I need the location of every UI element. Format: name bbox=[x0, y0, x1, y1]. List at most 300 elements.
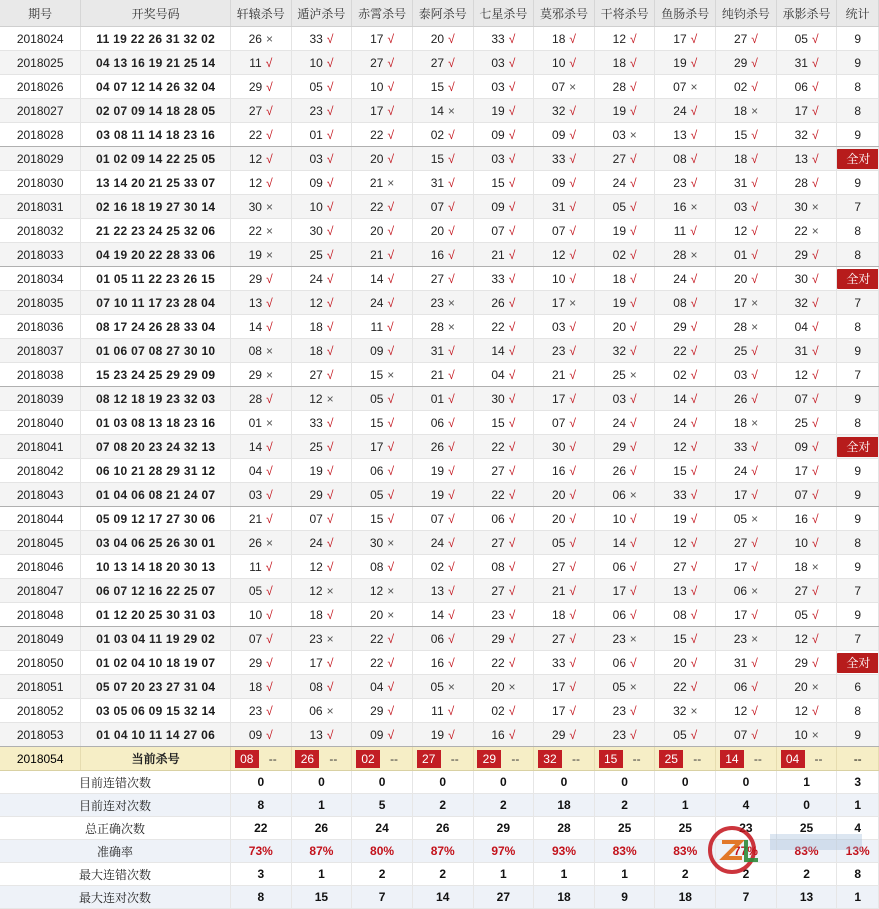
kill-cell bbox=[534, 627, 595, 651]
correct-mark-icon: √ bbox=[508, 511, 516, 526]
kill-cell bbox=[776, 363, 837, 387]
kill-cell bbox=[230, 339, 291, 363]
correct-mark-icon: √ bbox=[811, 655, 819, 670]
kill-number: 17 bbox=[794, 463, 808, 478]
stat-cell: 9 bbox=[837, 507, 879, 531]
blue-ball: 02 bbox=[201, 31, 216, 46]
correct-mark-icon: √ bbox=[387, 463, 395, 478]
summary-value: 23 bbox=[716, 817, 777, 840]
table-row bbox=[0, 339, 879, 363]
kill-cell bbox=[594, 195, 655, 219]
blue-ball: 15 bbox=[201, 271, 216, 286]
table-row bbox=[0, 483, 879, 507]
period-cell: 2018032 bbox=[0, 219, 81, 243]
correct-mark-icon: √ bbox=[448, 247, 455, 262]
correct-mark-icon: √ bbox=[326, 463, 334, 478]
blue-ball: 13 bbox=[201, 559, 216, 574]
kill-cell bbox=[291, 75, 352, 99]
kill-number: 17 bbox=[612, 583, 627, 598]
draw-numbers-cell bbox=[81, 411, 231, 435]
correct-mark-icon: √ bbox=[387, 295, 395, 310]
kill-number: 29 bbox=[552, 727, 566, 742]
kill-number: 29 bbox=[491, 631, 505, 646]
correct-mark-icon: √ bbox=[326, 367, 334, 382]
period-cell: 2018047 bbox=[0, 579, 81, 603]
kill-number: 02 bbox=[612, 247, 627, 262]
kill-number: 05 bbox=[430, 679, 444, 694]
wrong-mark-icon: × bbox=[265, 31, 273, 46]
correct-mark-icon: √ bbox=[387, 247, 395, 262]
wrong-mark-icon: × bbox=[751, 295, 759, 310]
kill-number: 07 bbox=[430, 199, 445, 214]
stat-cell: 9 bbox=[837, 387, 879, 411]
kill-cell bbox=[352, 723, 413, 747]
kill-cell bbox=[655, 243, 716, 267]
kill-number: 06 bbox=[430, 631, 445, 646]
correct-mark-icon: √ bbox=[448, 439, 455, 454]
kill-cell bbox=[291, 363, 352, 387]
kill-number: 14 bbox=[430, 103, 444, 118]
kill-number: 12 bbox=[309, 391, 323, 406]
correct-mark-icon: √ bbox=[569, 55, 576, 70]
kill-cell bbox=[776, 579, 837, 603]
correct-mark-icon: √ bbox=[266, 127, 273, 142]
blue-ball: 06 bbox=[201, 511, 216, 526]
correct-mark-icon: √ bbox=[508, 271, 516, 286]
kill-cell bbox=[230, 699, 291, 723]
kill-cell bbox=[352, 411, 413, 435]
kill-cell bbox=[716, 147, 777, 171]
kill-number: 27 bbox=[733, 31, 748, 46]
kill-number: 03 bbox=[491, 55, 505, 70]
draw-numbers-cell bbox=[81, 195, 231, 219]
kill-cell bbox=[655, 99, 716, 123]
current-kill-cell bbox=[412, 747, 473, 771]
stat-cell bbox=[837, 651, 879, 675]
kill-number: 09 bbox=[370, 343, 384, 358]
kill-cell bbox=[412, 411, 473, 435]
kill-number: 31 bbox=[733, 655, 748, 670]
kill-cell bbox=[776, 699, 837, 723]
kill-number: 16 bbox=[430, 247, 445, 262]
kill-number: 29 bbox=[370, 703, 384, 718]
kill-cell bbox=[291, 27, 352, 51]
kill-cell bbox=[352, 651, 413, 675]
correct-mark-icon: √ bbox=[326, 559, 334, 574]
correct-mark-icon: √ bbox=[690, 463, 698, 478]
kill-number: 03 bbox=[733, 367, 748, 382]
kill-number: 18 bbox=[612, 55, 627, 70]
draw-numbers-cell bbox=[81, 291, 231, 315]
kill-cell bbox=[230, 651, 291, 675]
draw-numbers-cell bbox=[81, 531, 231, 555]
kill-cell bbox=[655, 219, 716, 243]
kill-number: 27 bbox=[552, 559, 566, 574]
kill-cell bbox=[352, 459, 413, 483]
blue-ball: 04 bbox=[201, 295, 216, 310]
kill-cell bbox=[352, 219, 413, 243]
summary-value: 87% bbox=[291, 840, 352, 863]
summary-row bbox=[0, 840, 879, 863]
kill-number: 06 bbox=[309, 703, 323, 718]
draw-numbers-cell bbox=[81, 387, 231, 411]
kill-number: 33 bbox=[733, 439, 748, 454]
correct-mark-icon: √ bbox=[690, 559, 698, 574]
summary-value: 26 bbox=[291, 817, 352, 840]
kill-number: 02 bbox=[733, 79, 748, 94]
column-header: 统计 bbox=[837, 0, 879, 27]
kill-cell bbox=[230, 363, 291, 387]
correct-mark-icon: √ bbox=[326, 511, 334, 526]
correct-mark-icon: √ bbox=[387, 79, 395, 94]
correct-mark-icon: √ bbox=[569, 31, 576, 46]
kill-number: 14 bbox=[248, 439, 263, 454]
kill-number: 09 bbox=[309, 175, 323, 190]
correct-mark-icon: √ bbox=[326, 343, 334, 358]
kill-number: 23 bbox=[309, 631, 323, 646]
kill-cell bbox=[776, 27, 837, 51]
correct-mark-icon: √ bbox=[690, 655, 698, 670]
kill-number: 19 bbox=[673, 55, 687, 70]
correct-mark-icon: √ bbox=[448, 367, 455, 382]
kill-number: 29 bbox=[794, 655, 808, 670]
kill-cell bbox=[594, 75, 655, 99]
kill-number: 22 bbox=[491, 439, 505, 454]
kill-number: 04 bbox=[370, 679, 384, 694]
correct-mark-icon: √ bbox=[387, 103, 395, 118]
kill-cell bbox=[534, 579, 595, 603]
kill-cell bbox=[412, 699, 473, 723]
kill-cell bbox=[776, 315, 837, 339]
correct-mark-icon: √ bbox=[630, 319, 637, 334]
blue-ball: 07 bbox=[201, 175, 216, 190]
kill-cell bbox=[230, 75, 291, 99]
red-balls: 01 04 10 11 14 27 bbox=[96, 727, 198, 742]
kill-cell bbox=[776, 435, 837, 459]
kill-cell bbox=[655, 411, 716, 435]
kill-number: 08 bbox=[370, 559, 384, 574]
kill-cell bbox=[291, 627, 352, 651]
correct-mark-icon: √ bbox=[508, 175, 516, 190]
kill-number: 17 bbox=[673, 31, 687, 46]
stat-cell bbox=[837, 435, 879, 459]
correct-mark-icon: √ bbox=[811, 295, 819, 310]
kill-cell bbox=[776, 123, 837, 147]
summary-value: 93% bbox=[534, 840, 595, 863]
table-row bbox=[0, 651, 879, 675]
draw-numbers-cell bbox=[81, 75, 231, 99]
kill-number: 07 bbox=[552, 415, 566, 430]
kill-cell bbox=[473, 387, 534, 411]
kill-cell bbox=[352, 579, 413, 603]
correct-mark-icon: √ bbox=[508, 463, 516, 478]
correct-mark-icon: √ bbox=[751, 175, 758, 190]
correct-mark-icon: √ bbox=[751, 727, 758, 742]
kill-number: 18 bbox=[552, 31, 566, 46]
kill-cell bbox=[291, 387, 352, 411]
kill-number: 07 bbox=[733, 727, 748, 742]
correct-mark-icon: √ bbox=[387, 679, 395, 694]
kill-number: 18 bbox=[248, 679, 263, 694]
kill-cell bbox=[230, 411, 291, 435]
summary-row bbox=[0, 817, 879, 840]
kill-cell bbox=[230, 675, 291, 699]
kill-number: 03 bbox=[248, 487, 263, 502]
blue-ball: 05 bbox=[201, 151, 216, 166]
kill-cell bbox=[534, 411, 595, 435]
kill-number: 17 bbox=[733, 559, 748, 574]
stat-cell: 9 bbox=[837, 483, 879, 507]
correct-mark-icon: √ bbox=[690, 631, 698, 646]
correct-mark-icon: √ bbox=[448, 583, 455, 598]
correct-mark-icon: √ bbox=[508, 103, 516, 118]
stat-cell: 6 bbox=[837, 675, 879, 699]
correct-mark-icon: √ bbox=[751, 367, 758, 382]
current-kill-number: 02 bbox=[356, 750, 380, 768]
summary-value: 97% bbox=[473, 840, 534, 863]
correct-mark-icon: √ bbox=[326, 487, 334, 502]
kill-cell bbox=[776, 219, 837, 243]
wrong-mark-icon: × bbox=[326, 391, 334, 406]
kill-number: 11 bbox=[249, 55, 262, 70]
kill-cell bbox=[594, 339, 655, 363]
kill-number: 22 bbox=[248, 223, 262, 238]
summary-value: 77% bbox=[716, 840, 777, 863]
kill-cell bbox=[291, 723, 352, 747]
kill-cell bbox=[412, 555, 473, 579]
kill-cell bbox=[716, 627, 777, 651]
correct-mark-icon: √ bbox=[569, 463, 576, 478]
kill-cell bbox=[230, 243, 291, 267]
kill-cell bbox=[655, 363, 716, 387]
draw-numbers-cell bbox=[81, 579, 231, 603]
kill-cell bbox=[534, 363, 595, 387]
placeholder-dash: -- bbox=[268, 751, 277, 766]
period-cell: 2018029 bbox=[0, 147, 81, 171]
period-cell: 2018030 bbox=[0, 171, 81, 195]
kill-cell bbox=[352, 75, 413, 99]
kill-cell bbox=[534, 51, 595, 75]
period-cell: 2018049 bbox=[0, 627, 81, 651]
correct-mark-icon: √ bbox=[448, 463, 455, 478]
kill-number: 10 bbox=[552, 55, 566, 70]
kill-number: 22 bbox=[370, 199, 384, 214]
kill-number: 03 bbox=[309, 151, 323, 166]
kill-cell bbox=[594, 459, 655, 483]
summary-value: 0 bbox=[655, 771, 716, 794]
kill-number: 15 bbox=[370, 511, 384, 526]
correct-mark-icon: √ bbox=[266, 151, 273, 166]
kill-number: 21 bbox=[430, 367, 445, 382]
correct-mark-icon: √ bbox=[630, 55, 637, 70]
kill-number: 31 bbox=[430, 343, 445, 358]
correct-mark-icon: √ bbox=[811, 247, 819, 262]
kill-cell bbox=[412, 627, 473, 651]
kill-cell bbox=[776, 51, 837, 75]
kill-number: 07 bbox=[491, 223, 505, 238]
summary-value: 24 bbox=[352, 817, 413, 840]
kill-number: 30 bbox=[248, 199, 262, 214]
correct-mark-icon: √ bbox=[326, 55, 334, 70]
kill-cell bbox=[776, 531, 837, 555]
kill-cell bbox=[291, 315, 352, 339]
wrong-mark-icon: × bbox=[629, 487, 637, 502]
red-balls: 01 02 04 10 18 19 bbox=[95, 655, 198, 670]
kill-number: 20 bbox=[733, 271, 748, 286]
kill-number: 10 bbox=[370, 79, 384, 94]
summary-value: 1 bbox=[655, 794, 716, 817]
kill-number: 03 bbox=[612, 391, 627, 406]
kill-number: 03 bbox=[612, 127, 626, 142]
wrong-mark-icon: × bbox=[811, 679, 819, 694]
kill-cell bbox=[655, 171, 716, 195]
kill-number: 26 bbox=[491, 295, 505, 310]
correct-mark-icon: √ bbox=[387, 319, 394, 334]
kill-number: 20 bbox=[612, 319, 627, 334]
draw-numbers-cell bbox=[81, 123, 231, 147]
kill-number: 22 bbox=[673, 679, 687, 694]
period-cell: 2018025 bbox=[0, 51, 81, 75]
kill-number: 22 bbox=[370, 655, 384, 670]
correct-mark-icon: √ bbox=[811, 319, 819, 334]
kill-number: 20 bbox=[794, 679, 808, 694]
draw-numbers-cell bbox=[81, 459, 231, 483]
kill-cell bbox=[594, 99, 655, 123]
summary-value: 83% bbox=[776, 840, 837, 863]
correct-mark-icon: √ bbox=[630, 175, 637, 190]
kill-cell bbox=[594, 363, 655, 387]
kill-number: 07 bbox=[551, 79, 566, 94]
table-row bbox=[0, 387, 879, 411]
kill-cell bbox=[230, 147, 291, 171]
table-row bbox=[0, 675, 879, 699]
correct-mark-icon: √ bbox=[266, 607, 273, 622]
stat-cell: 8 bbox=[837, 411, 879, 435]
stat-cell: 9 bbox=[837, 555, 879, 579]
kill-cell bbox=[716, 459, 777, 483]
kill-number: 17 bbox=[733, 607, 748, 622]
kill-number: 32 bbox=[552, 103, 566, 118]
draw-numbers-cell bbox=[81, 27, 231, 51]
kill-cell bbox=[412, 147, 473, 171]
correct-mark-icon: √ bbox=[387, 439, 395, 454]
kill-number: 20 bbox=[673, 655, 687, 670]
kill-number: 29 bbox=[248, 271, 263, 286]
kill-cell bbox=[655, 723, 716, 747]
kill-cell bbox=[412, 291, 473, 315]
all-correct-badge: 全对 bbox=[837, 653, 878, 673]
kill-cell bbox=[776, 675, 837, 699]
summary-value: 25 bbox=[776, 817, 837, 840]
correct-mark-icon: √ bbox=[508, 79, 516, 94]
kill-number: 02 bbox=[673, 367, 687, 382]
current-kill-row bbox=[0, 747, 879, 771]
correct-mark-icon: √ bbox=[811, 631, 819, 646]
red-balls: 03 04 06 25 26 30 bbox=[95, 535, 198, 550]
kill-cell bbox=[473, 363, 534, 387]
summary-value: 5 bbox=[352, 794, 413, 817]
kill-number: 13 bbox=[794, 151, 808, 166]
kill-number: 29 bbox=[248, 367, 262, 382]
stat-cell: 7 bbox=[837, 195, 879, 219]
kill-number: 19 bbox=[612, 295, 627, 310]
kill-cell bbox=[412, 651, 473, 675]
kill-number: 08 bbox=[673, 151, 687, 166]
wrong-mark-icon: × bbox=[265, 415, 273, 430]
kill-cell bbox=[655, 555, 716, 579]
correct-mark-icon: √ bbox=[266, 463, 273, 478]
summary-value: 0 bbox=[473, 771, 534, 794]
kill-cell bbox=[230, 555, 291, 579]
kill-number: 27 bbox=[794, 583, 808, 598]
correct-mark-icon: √ bbox=[448, 391, 455, 406]
kill-number: 12 bbox=[733, 223, 748, 238]
red-balls: 05 09 12 17 27 30 bbox=[95, 511, 198, 526]
correct-mark-icon: √ bbox=[266, 79, 273, 94]
wrong-mark-icon: × bbox=[629, 367, 637, 382]
red-balls: 21 22 23 24 25 32 bbox=[95, 223, 198, 238]
kill-number: 27 bbox=[673, 559, 687, 574]
kill-cell bbox=[291, 99, 352, 123]
correct-mark-icon: √ bbox=[508, 727, 516, 742]
draw-numbers-cell bbox=[81, 147, 231, 171]
correct-mark-icon: √ bbox=[690, 487, 698, 502]
kill-number: 12 bbox=[612, 31, 627, 46]
current-kill-cell bbox=[473, 747, 534, 771]
correct-mark-icon: √ bbox=[751, 79, 758, 94]
kill-number: 27 bbox=[491, 583, 505, 598]
stat-cell: 8 bbox=[837, 699, 879, 723]
summary-value: 9 bbox=[594, 886, 655, 909]
kill-cell bbox=[594, 291, 655, 315]
column-header: 轩辕杀号 bbox=[230, 0, 291, 27]
kill-number: 33 bbox=[552, 151, 566, 166]
red-balls: 06 10 21 28 29 31 bbox=[95, 463, 198, 478]
kill-cell bbox=[291, 531, 352, 555]
kill-number: 03 bbox=[733, 199, 748, 214]
kill-number: 13 bbox=[248, 295, 263, 310]
kill-cell bbox=[655, 483, 716, 507]
period-cell: 2018033 bbox=[0, 243, 81, 267]
current-kill-number: 29 bbox=[477, 750, 501, 768]
kill-number: 13 bbox=[673, 583, 687, 598]
kill-cell bbox=[655, 195, 716, 219]
kill-number: 05 bbox=[248, 583, 263, 598]
correct-mark-icon: √ bbox=[508, 223, 516, 238]
kill-number: 24 bbox=[612, 415, 627, 430]
kill-cell bbox=[352, 483, 413, 507]
correct-mark-icon: √ bbox=[630, 151, 637, 166]
correct-mark-icon: √ bbox=[690, 319, 698, 334]
kill-number: 14 bbox=[491, 343, 505, 358]
blue-ball: 07 bbox=[201, 655, 216, 670]
correct-mark-icon: √ bbox=[630, 199, 637, 214]
red-balls: 04 19 20 22 28 33 bbox=[95, 247, 198, 262]
kill-cell bbox=[412, 315, 473, 339]
kill-number: 15 bbox=[673, 631, 687, 646]
red-balls: 01 03 04 11 19 29 bbox=[96, 631, 198, 646]
kill-number: 31 bbox=[794, 343, 808, 358]
kill-number: 05 bbox=[552, 535, 566, 550]
kill-cell bbox=[473, 699, 534, 723]
correct-mark-icon: √ bbox=[387, 487, 395, 502]
kill-cell bbox=[473, 315, 534, 339]
red-balls: 07 08 20 23 24 32 bbox=[95, 439, 198, 454]
kill-number: 28 bbox=[612, 79, 627, 94]
summary-value: 2 bbox=[594, 794, 655, 817]
kill-number: 06 bbox=[733, 679, 748, 694]
stat-cell: 7 bbox=[837, 579, 879, 603]
